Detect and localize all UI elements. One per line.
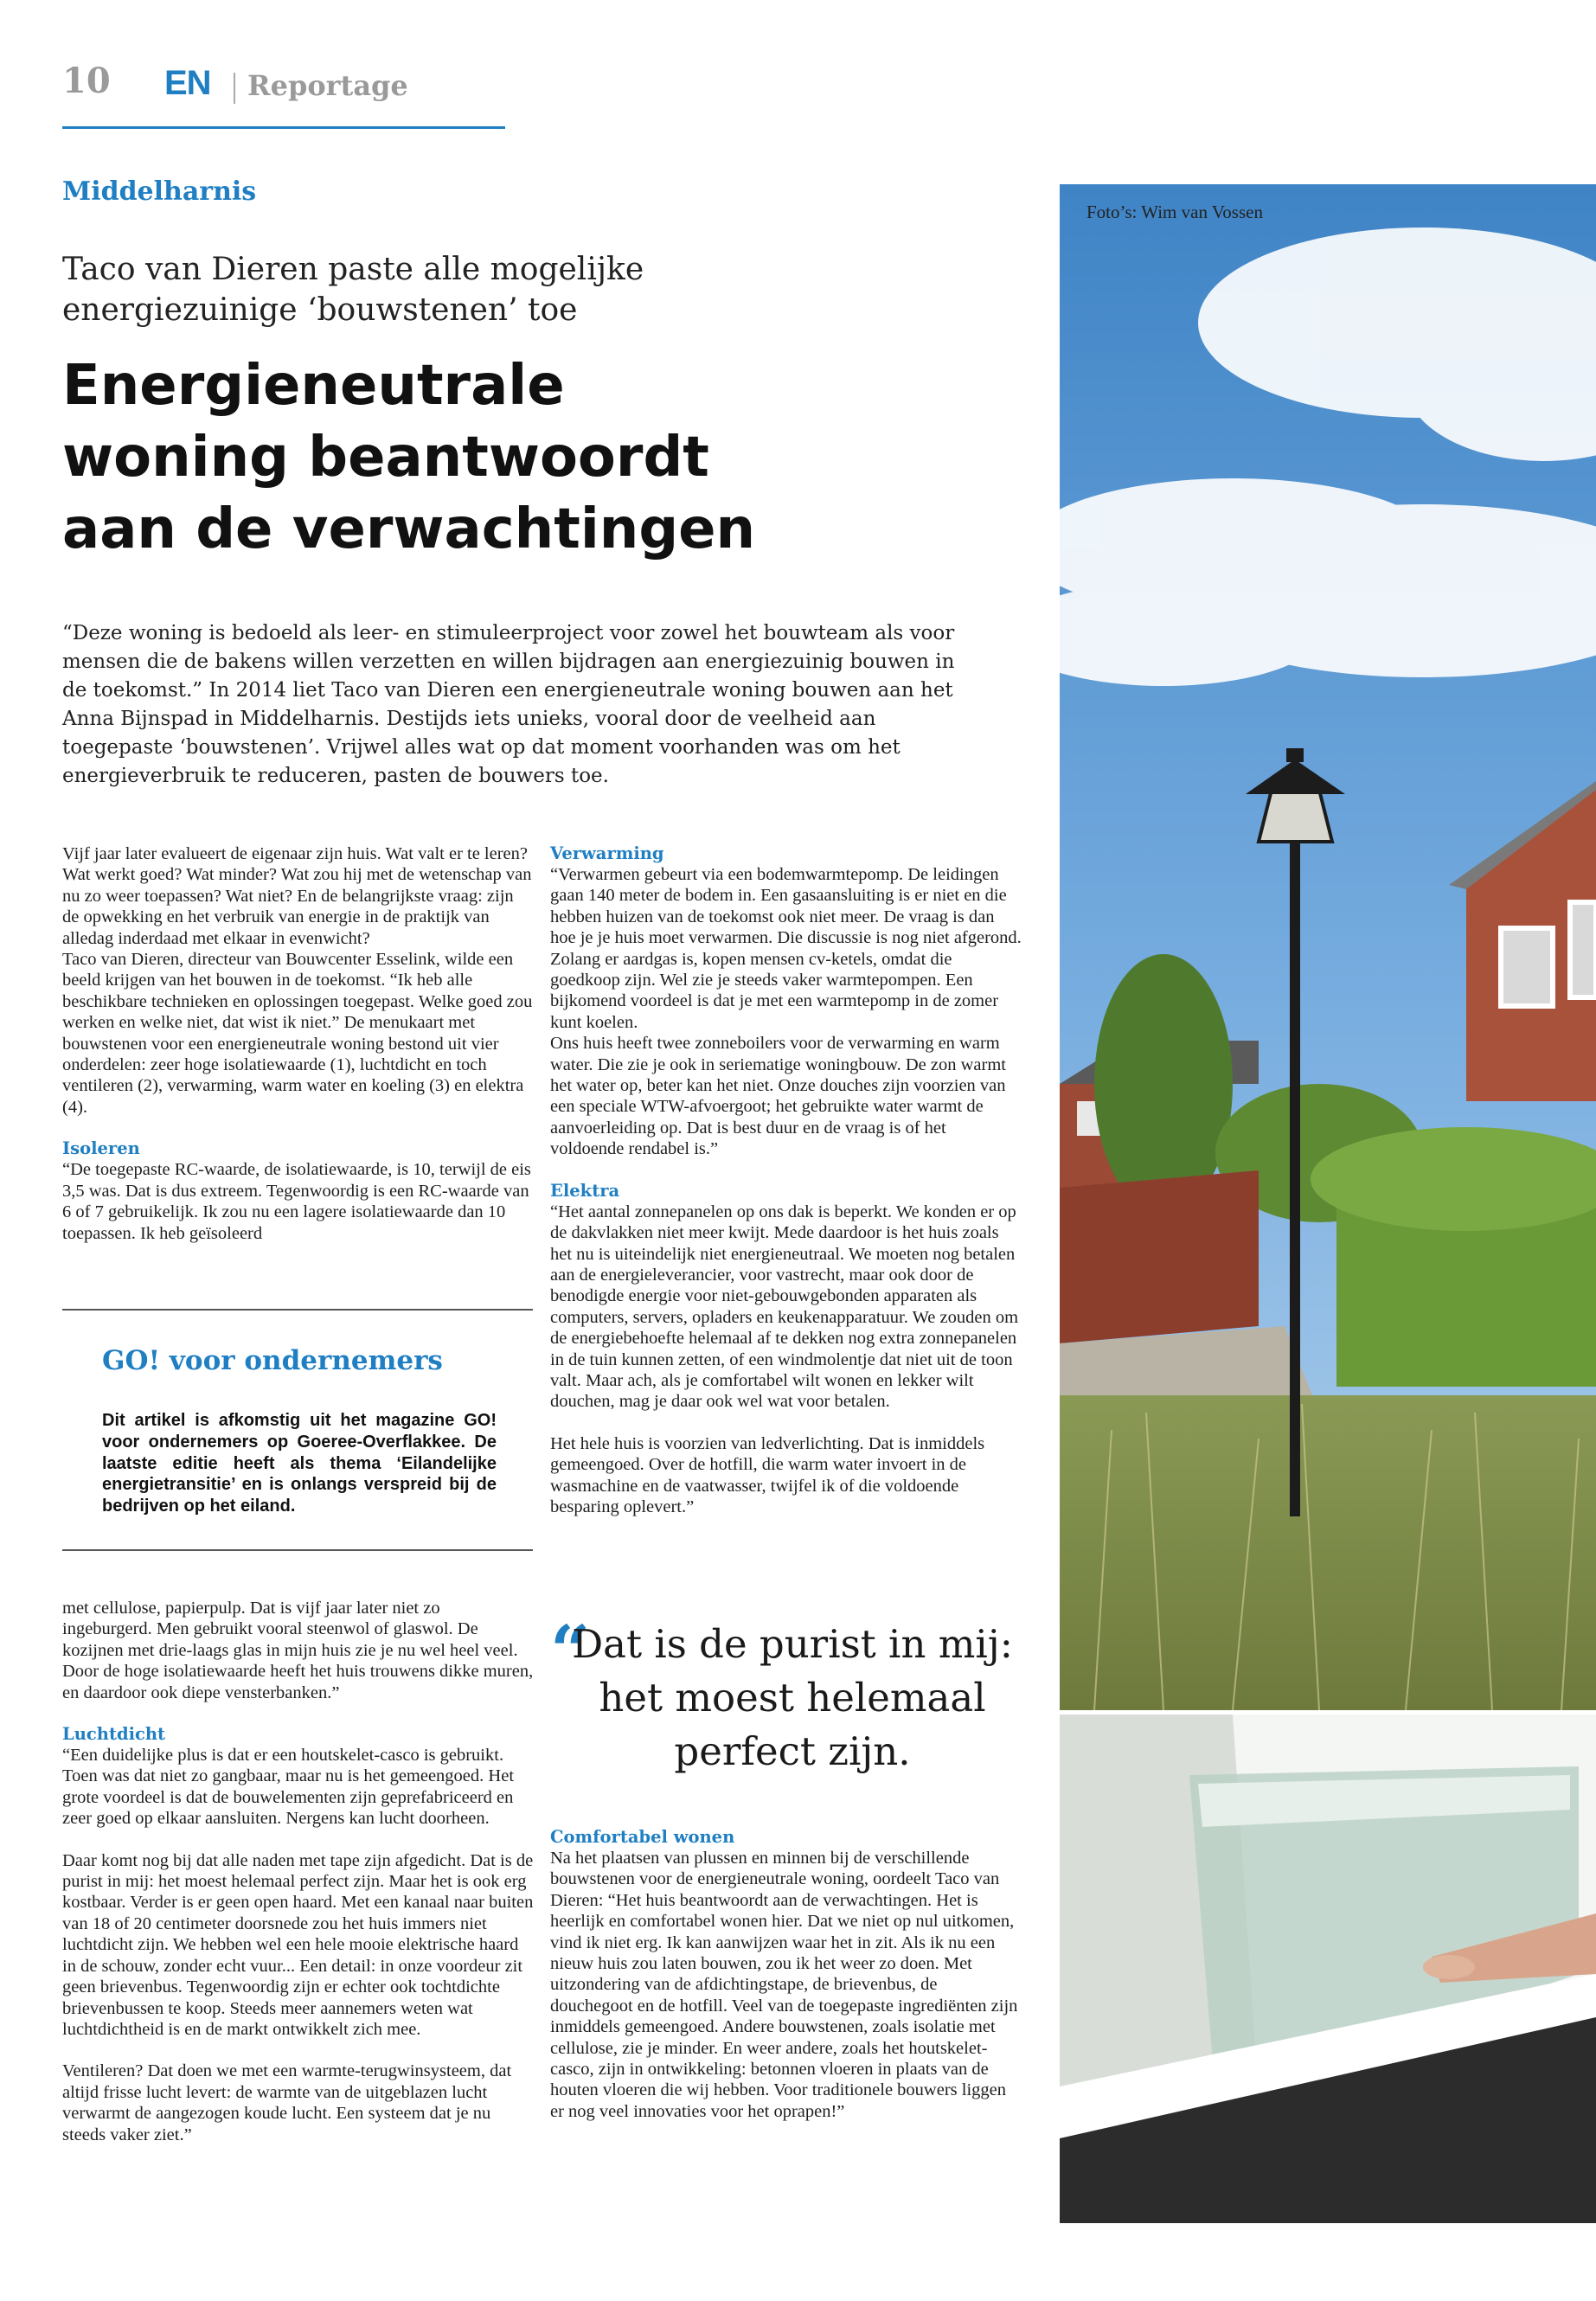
- paragraph: “Een duidelijke plus is dat er een houtskelet-casco is gebruikt. Toen was dat niet zo gangbaar, maar nu is het gemeengoed. Het grote voordeel is dat de bouwelementen zijn geprefabriceerd en zeer goed op elkaar aansluiten. Nergens kan lucht doorheen.: [62, 1746, 515, 1829]
- magazine-logo: EN: [164, 64, 211, 102]
- paragraph: Taco van Dieren, directeur van Bouwcenter Esselink, wilde een beeld krijgen van het bouwen in de toekomst. “Ik heb alle beschikbare technieken en oplossingen toegepast. Welke goed zou werken en welke niet, dat wist ik niet.” De menukaart met bouwstenen voor een energieneutrale woning bestond uit vier onderdelen: zeer hoge isolatiewaarde (1), luchtdicht en toch ventileren (2), verwarming, warm water en koeling (3) en elektra (4).: [62, 950, 533, 1117]
- subhead-isoleren: Isoleren: [62, 1138, 140, 1159]
- paragraph: Daar komt nog bij dat alle naden met tape zijn afgedicht. Dat is de purist in mij: het moest helemaal perfect zijn. Maar het is ook erg kostbaar. Verder is er geen open haard. Met een kanaal naar buiten van 18 of 20 centimeter doorsnede zou het huis immers niet luchtdicht zijn. We hebben wel een hele mooie elektrische haard in de schouw, zonder echt vuur... Een detail: in onze voordeur zit geen brievenbus. Tegenwoordig zijn er echter ook tochtdichte brievenbussen te koop. Steeds meer aannemers weten wat luchtdichtheid is en de markt ontwikkelt zich mee.: [62, 1850, 534, 2039]
- paragraph: “De toegepaste RC-waarde, de isolatiewaarde, is 10, terwijl de eis 3,5 was. Dat is dus extreem. Tegenwoordig is een RC-waarde van 6 of 7 gebruikelijk. Ik zou nu een lagere isolatiewaarde dan 10 toepassen. Ik heb geïsoleerd: [62, 1160, 531, 1243]
- paragraph: Ons huis heeft twee zonneboilers voor de verwarming en warm water. Die zie je ook in seriematige woningbouw. De zon warmt het water op, beter kan het niet. Onze douches zijn voorzien van een speciale WTW-afvoergoot; het gebruikte water warmt de aanvoerleiding op. Dat is best duur en de vraag is of het voldoende rendabel is.”: [550, 1034, 1006, 1159]
- paragraph: Het hele huis is voorzien van ledverlichting. Dat is inmiddels gemeengoed. Over de hotfill, die warm water invoert in de wasmachine en de vaatwasser, twijfel ik of die voldoende besparing oplevert.”: [550, 1433, 985, 1516]
- paragraph: Na het plaatsen van plussen en minnen bij de verschillende bouwstenen voor de energieneutrale woning, oordeelt Taco van Dieren: “Het huis beantwoordt aan de verwachtingen. Het is heerlijk en comfortabel wonen hier. Dat we niet op nul uitkomen, vind ik niet erg. Ik kan aanwijzen waar het in zit. Als ik nu een nieuw huis zou laten bouwen, zou ik het weer zo doen. Met uitzondering van de afdichtingstape, de brievenbus, de douchegoot en de hotfill. Veel van de toegepaste ingrediënten zijn inmiddels gemeengoed. Andere bouwstenen, zoals isolatie met cellulose, zie je minder. En weer andere, zoals het houtskelet-casco, zijn in ontwikkeling: betonnen vloeren in plaats van de houten vloeren die wij hebben. Voor traditionele bouwers liggen er nog veel innovaties voor het oprapen!”: [550, 1849, 1018, 2121]
- column-b-bottom: [550, 1827, 1022, 2122]
- subhead-comfortabel-wonen: Comfortabel wonen: [550, 1827, 735, 1847]
- box-text: Dit artikel is afkomstig uit het magazine GO! voor ondernemers op Goeree-Overflakkee. De laatste editie heeft als thema ‘Eilandelijke energietransitie’ en is onlangs verspreid bij de bedrijven op het eiland.: [102, 1411, 497, 1516]
- box-rule-bottom: [62, 1549, 533, 1551]
- paragraph: Ventileren? Dat doen we met een warmte-terugwinsysteem, dat altijd frisse lucht levert: de warmte van de uitgeblazen lucht verwarmt de aangezogen koude lucht. Een systeem dat je nu steeds vaker ziet.”: [62, 2061, 512, 2144]
- paragraph: “Het aantal zonnepanelen op ons dak is beperkt. We konden er op de dakvlakken niet meer kwijt. Mede daardoor is het huis zoals het nu is uiteindelijk niet energieneutraal. We moeten nog betalen aan de energieleverancier, voor vastrecht, maar ook door de benodigde energie voor niet-gebouwgebonden apparaten als computers, servers, opladers en keukenapparatuur. We zouden om de energiebehoefte helemaal af te dekken nog extra zonnepanelen in de tuin kunnen zetten, of een windmolentje dat niet uit de toon valt. Maar ach, als je comfortabel wilt wonen en lekker wilt douchen, mag je daar ook wel wat voor betalen.: [550, 1202, 1019, 1412]
- article-title: Energieneutrale woning beantwoordt aan de verwachtingen: [62, 354, 756, 561]
- section-label: Reportage: [247, 69, 408, 102]
- box-rule-top: [62, 1309, 533, 1311]
- paragraph: met cellulose, papierpulp. Dat is vijf jaar later niet zo ingeburgerd. Men gebruikt vooral steenwol of glaswol. De kozijnen met drie-laags glas in mijn huis zie je nu wel heel veel. Door de hoge isolatiewaarde heeft het huis trouwens dikke muren, en daardoor ook diepe vensterbanken.”: [62, 1599, 534, 1702]
- subhead-elektra: Elektra: [550, 1180, 620, 1201]
- header-separator: [234, 73, 235, 104]
- article-intro: “Deze woning is bedoeld als leer- en stimuleerproject voor zowel het bouwteam als voor mensen die de bakens willen verzetten en willen bijdragen aan energiezuinig bouwen in de toekomst.” In 2014 liet Taco van Dieren een energieneutrale woning bouwen aan het Anna Bijnspad in Middelharnis. Destijds iets unieks, vooral door de veelheid aan toegepaste ‘bouwstenen’. Vrijwel alles wat op dat moment voorhanden was om het energieverbruik te reduceren, pasten de bouwers toe.: [62, 622, 955, 787]
- subhead-verwarming: Verwarming: [550, 843, 664, 863]
- paragraph: “Verwarmen gebeurt via een bodemwarmtepomp. De leidingen gaan 140 meter de bodem in. Een gasaansluiting is er niet en die hebben huizen van de toekomst ook niet meer. De vraag is dan hoe je je huis moet verwarmen. Die discussie is nog niet afgerond. Zolang er aardgas is, kopen mensen cv-ketels, omdat die goedkoop zijn. Wel zie je steeds vaker warmtepompen. Een bijkomend voordeel is dat je met een warmtepomp in de zomer kunt koelen.: [550, 865, 1022, 1032]
- subhead-luchtdicht: Luchtdicht: [62, 1724, 166, 1745]
- quote-mark-icon: “: [550, 1610, 591, 1691]
- column-a-top: [62, 843, 534, 1244]
- header-rule: [62, 126, 505, 129]
- photo-credit: Foto’s: Wim van Vossen: [1086, 202, 1263, 222]
- pull-quote: Dat is de purist in mij: het moest helemaal perfect zijn.: [572, 1621, 1013, 1774]
- article-location: Middelharnis: [62, 176, 257, 207]
- column-a-bottom: [62, 1598, 534, 2145]
- column-b-top: [550, 843, 1022, 1517]
- photo-window-frame: [1060, 1715, 1596, 2223]
- photo-house-lamppost: [1060, 184, 1596, 1710]
- box-title: GO! voor ondernemers: [102, 1345, 443, 1376]
- paragraph: Vijf jaar later evalueert de eigenaar zijn huis. Wat valt er te leren? Wat werkt goed? Wat minder? Wat zou hij met de wetenschap van nu zo weer toepassen? Wat niet? En de belangrijkste vraag: zijn de opwekking en het verbruik van energie in de praktijk van alledag inderdaad met elkaar in evenwicht?: [62, 844, 532, 948]
- page-number: 10: [62, 61, 111, 101]
- article-subtitle: Taco van Dieren paste alle mogelijke energiezuinige ‘bouwstenen’ toe: [62, 252, 644, 328]
